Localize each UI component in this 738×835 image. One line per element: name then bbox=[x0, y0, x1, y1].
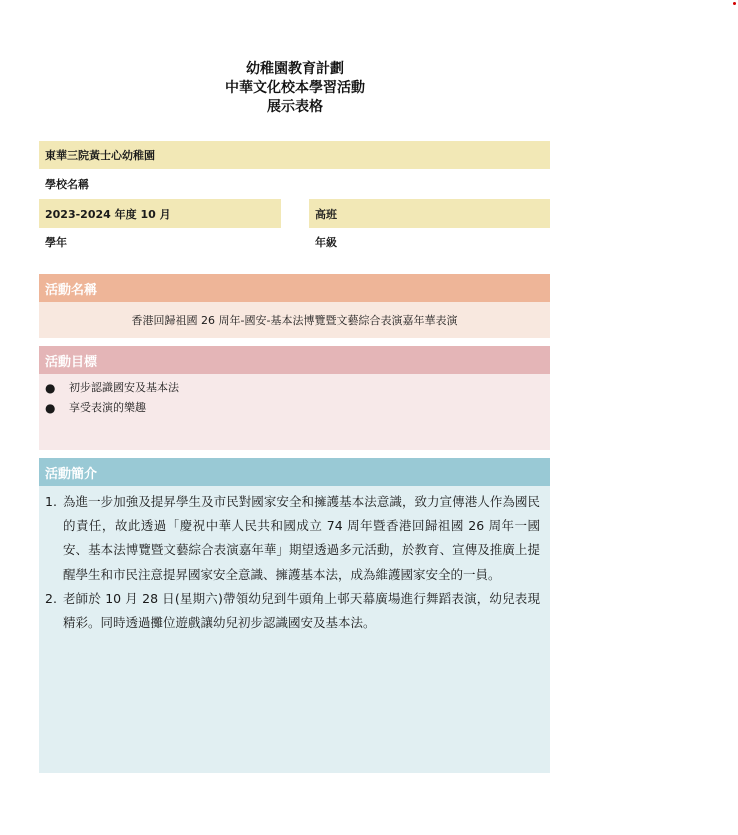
grade-field: 高班 bbox=[309, 199, 550, 228]
bullet-icon: ● bbox=[45, 401, 56, 415]
objectives-list bbox=[39, 374, 550, 418]
item-number: 2. bbox=[45, 590, 57, 606]
activity-name-heading: 活動名稱 bbox=[39, 274, 550, 302]
objective-text: 初步認識國安及基本法 bbox=[69, 381, 179, 394]
intro-text: 老師於 10 月 28 日(星期六)帶領幼兒到牛頭角上邨天幕廣場進行舞蹈表演，幼兒表現精彩。同時透過攤位遊戲讓幼兒初步認識國安及基本法。 bbox=[63, 590, 540, 631]
list-item bbox=[45, 587, 540, 635]
grade-label: 年級 bbox=[315, 236, 337, 249]
title-line-2: 中華文化校本學習活動 bbox=[225, 80, 365, 96]
school-name-label: 學校名稱 bbox=[45, 178, 89, 191]
title-line-3: 展示表格 bbox=[267, 99, 323, 115]
activity-name-value: 香港回歸祖國 26 周年-國安-基本法博覽暨文藝綜合表演嘉年華表演 bbox=[39, 302, 550, 338]
page-title bbox=[0, 60, 590, 117]
objective-text: 享受表演的樂趣 bbox=[69, 401, 146, 414]
list-item bbox=[45, 490, 540, 587]
school-year-field: 2023-2024 年度 10 月 bbox=[39, 199, 281, 228]
list-item bbox=[45, 398, 550, 418]
list-item bbox=[45, 378, 550, 398]
bullet-icon: ● bbox=[45, 381, 56, 395]
corner-mark bbox=[733, 2, 736, 5]
item-number: 1. bbox=[45, 494, 57, 509]
intro-body bbox=[39, 486, 550, 773]
intro-heading: 活動簡介 bbox=[39, 458, 550, 486]
objectives-heading: 活動目標 bbox=[39, 346, 550, 374]
title-line-1: 幼稚園教育計劃 bbox=[246, 61, 344, 77]
intro-list bbox=[39, 486, 550, 635]
school-name-field: 東華三院黃士心幼稚園 bbox=[39, 141, 550, 169]
objectives-body bbox=[39, 374, 550, 450]
school-year-label: 學年 bbox=[45, 236, 67, 249]
intro-text: 為進一步加強及提昇學生及市民對國家安全和擁護基本法意識，致力宣傳港人作為國民的責任，故此透過「慶祝中華人民共和國成立 74 周年暨香港回歸祖國 26 周年一國安、基本法博覽暨文藝綜合表演嘉年華」期望透過多元活動，於教育、宣傳及推廣上提醒學生和市民注意提昇國家安全意識、擁護基本法，成為維護國家安全的一員。 bbox=[63, 494, 540, 582]
